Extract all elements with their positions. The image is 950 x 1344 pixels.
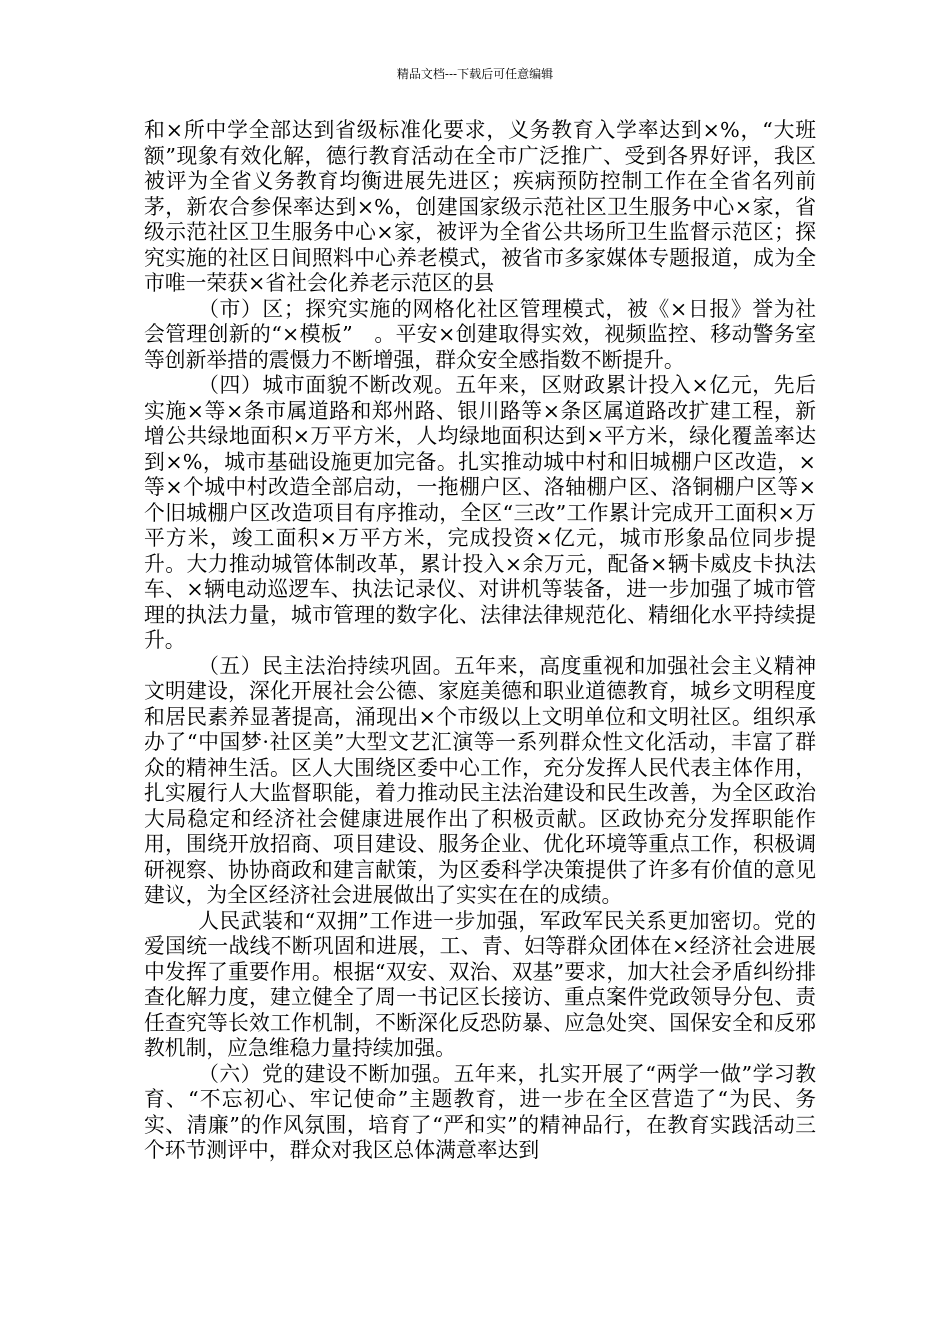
document-body <box>144 118 816 1164</box>
paragraph-democracy-rule-of-law: （五）民主法治持续巩固。五年来，高度重视和加强社会主义精神文明建设，深化开展社会公德、家庭美德和职业道德教育，城乡文明程度和居民素养显著提高，涌现出×个市级以上文明单位和文明社区。组织承办了“中国梦·社区美”大型文艺汇演等一系列群众性文化活动，丰富了群众的精神生活。区人大围绕区委中心工作，充分发挥人民代表主体作用，扎实履行人大监督职能，着力推动民主法治建设和民生改善，为全区政治大局稳定和经济社会健康进展作出了积极贡献。区政协充分发挥职能作用，围绕开放招商、项目建设、服务企业、优化环境等重点工作，积极调研视察、协协商政和建言献策，为区委科学决策提供了许多有价值的意见建议，为全区经济社会进展做出了实实在在的成绩。 <box>144 653 816 907</box>
paragraph-continuation: 和×所中学全部达到省级标准化要求，义务教育入学率达到×%，“大班额”现象有效化解，德行教育活动在全市广泛推广、受到各界好评，我区被评为全省义务教育均衡进展先进区；疾病预防控制工作在全省名列前茅，新农合参保率达到×%，创建国家级示范社区卫生服务中心×家，省级示范社区卫生服务中心×家，被评为全省公共场所卫生监督示范区；探究实施的社区日间照料中心养老模式，被省市多家媒体专题报道，成为全市唯一荣获×省社会化养老示范区的县 <box>144 118 816 295</box>
paragraph-party-building: （六）党的建设不断加强。五年来，扎实开展了“两学一做”学习教育、“不忘初心、牢记使命”主题教育，进一步在全区营造了“为民、务实、清廉”的作风氛围，培育了“严和实”的精神品行，在教育实践活动三个环节测评中，群众对我区总体满意率达到 <box>144 1061 816 1162</box>
paragraph-armed-forces: 人民武装和“双拥”工作进一步加强，军政军民关系更加密切。党的爱国统一战线不断巩固和进展，工、青、妇等群众团体在×经济社会进展中发挥了重要作用。根据“双安、双治、双基”要求，加大社会矛盾纠纷排查化解力度，建立健全了周一书记区长接访、重点案件党政领导分包、责任查究等长效工作机制，不断深化反恐防暴、应急处突、国保安全和反邪教机制，应急维稳力量持续加强。 <box>144 908 816 1060</box>
paragraph-city-district: （市）区；探究实施的网格化社区管理模式，被《×日报》誉为社会管理创新的“×模板” 。平安×创建取得实效，视频监控、移动警务室等创新举措的震慑力不断增强，群众安全感指数不断提升。 <box>144 296 816 372</box>
paragraph-city-appearance: （四）城市面貌不断改观。五年来，区财政累计投入×亿元，先后实施×等×条市属道路和郑州路、银川路等×条区属道路改扩建工程，新增公共绿地面积×万平方米，人均绿地面积达到×平方米，绿化覆盖率达到×%，城市基础设施更加完备。扎实推动城中村和旧城棚户区改造，×等×个城中村改造全部启动，一拖棚户区、洛轴棚户区、洛铜棚户区等×个旧城棚户区改造项目有序推动，全区“三改”工作累计完成开工面积×万平方米，竣工面积×万平方米，完成投资×亿元，城市形象品位同步提升。大力推动城管体制改革，累计投入×余万元，配备×辆卡威皮卡执法车、×辆电动巡逻车、执法记录仪、对讲机等装备，进一步加强了城市管理的执法力量，城市管理的数字化、法律法律规范化、精细化水平持续提升。 <box>144 373 816 652</box>
page-header: 精品文档---下载后可任意编辑 <box>396 67 554 81</box>
